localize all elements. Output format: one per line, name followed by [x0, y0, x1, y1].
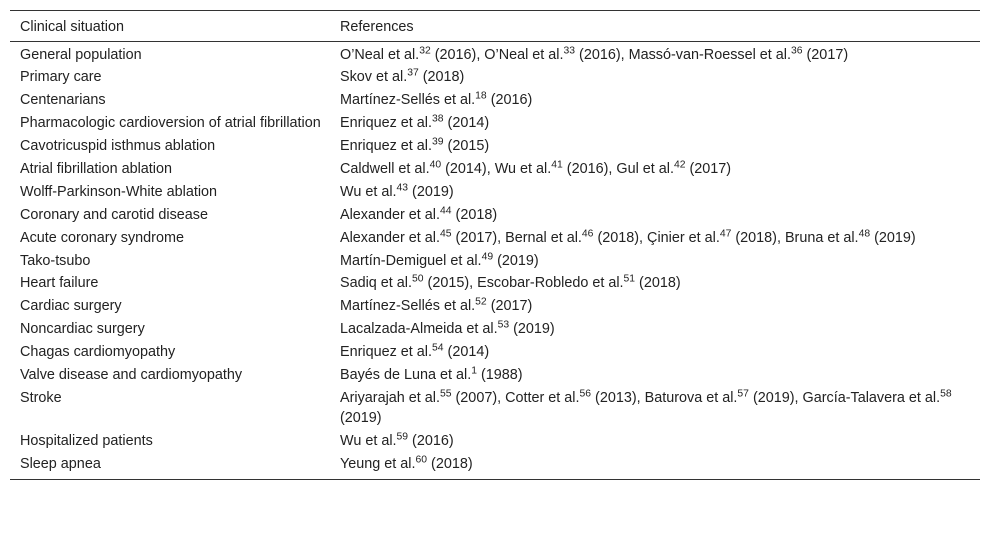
reference-text: (2017) [685, 160, 732, 177]
citation-number: 33 [563, 44, 576, 56]
citation-number: 18 [475, 90, 487, 102]
table-row [10, 113, 980, 136]
clinical-situation-cell: Hospitalized patients [20, 433, 153, 450]
references-cell [330, 342, 980, 365]
reference-text: Caldwell et al. [340, 160, 430, 177]
reference-text: (2015), Escobar-Robledo et al. [423, 275, 624, 292]
reference-text: (2018), Çinier et al. [593, 229, 720, 246]
references-cell [330, 431, 980, 454]
reference-text: (2018) [635, 275, 681, 292]
table-row [10, 454, 980, 479]
references-cell [330, 319, 980, 342]
citation-number: 41 [551, 159, 563, 171]
citation-number: 51 [623, 273, 636, 285]
citation-number: 44 [440, 205, 452, 217]
reference-text: (2018) [418, 69, 465, 86]
table-row [10, 251, 980, 274]
citation-number: 1 [471, 365, 477, 377]
reference-text: (2016), O’Neal et al. [430, 46, 564, 63]
references-table-container [10, 10, 980, 480]
reference-text: (2014) [443, 344, 490, 361]
reference-text: Wu et al. [340, 183, 397, 200]
clinical-situation-cell: Cavotricuspid isthmus ablation [20, 138, 216, 155]
header-row [10, 11, 980, 41]
citation-number: 50 [412, 273, 424, 285]
clinical-situation-cell: Valve disease and cardiomyopathy [20, 366, 243, 383]
reference-text: Sadiq et al. [340, 275, 413, 292]
table-row [10, 41, 980, 67]
citation-number: 58 [940, 388, 952, 400]
references-cell [330, 90, 980, 113]
references-cell [330, 41, 980, 67]
reference-text: (2018) [451, 206, 498, 223]
clinical-situation-cell: Chagas cardiomyopathy [20, 344, 176, 361]
reference-text: (2014), Wu et al. [441, 160, 552, 177]
reference-text: (2017) [802, 46, 849, 63]
reference-text: (2017), Bernal et al. [451, 229, 582, 246]
references-cell [330, 365, 980, 388]
clinical-situation-cell: Atrial fibrillation ablation [20, 160, 172, 177]
reference-text: (2016), Gul et al. [562, 160, 674, 177]
reference-text: (2019), García-Talavera et al. [748, 389, 941, 406]
reference-text: Martín-Demiguel et al. [340, 252, 482, 269]
citation-number: 54 [432, 342, 444, 354]
clinical-situation-cell: Tako-tsubo [20, 252, 91, 269]
clinical-situation-cell: Cardiac surgery [20, 298, 122, 315]
citation-number: 36 [790, 44, 803, 56]
citation-number: 37 [407, 67, 419, 79]
references-cell [330, 388, 980, 431]
citation-number: 45 [440, 227, 452, 239]
reference-text: Martínez-Sellés et al. [340, 298, 476, 315]
reference-text: (2018), Bruna et al. [731, 229, 859, 246]
clinical-situation-cell: General population [20, 46, 142, 63]
clinical-situation-cell: Noncardiac surgery [20, 321, 145, 338]
reference-text: (2019) [870, 229, 916, 246]
reference-text: Bayés de Luna et al. [340, 366, 472, 383]
table-row [10, 342, 980, 365]
clinical-situation-cell: Heart failure [20, 275, 99, 292]
citation-number: 48 [858, 227, 871, 239]
table-row [10, 296, 980, 319]
table-body [10, 41, 980, 479]
table-header [10, 11, 980, 41]
reference-text: Yeung et al. [340, 456, 416, 473]
references-cell [330, 454, 980, 479]
references-cell [330, 159, 980, 182]
citation-number: 53 [497, 319, 510, 331]
citation-number: 59 [396, 431, 409, 443]
clinical-situation-cell: Primary care [20, 69, 102, 86]
header-references: References [330, 11, 980, 41]
reference-text: (2014) [443, 115, 490, 132]
references-cell [330, 251, 980, 274]
citation-number: 40 [429, 159, 442, 171]
reference-text: (2019) [340, 410, 382, 427]
clinical-situation-cell: Coronary and carotid disease [20, 206, 208, 223]
reference-text: Skov et al. [340, 69, 408, 86]
reference-text: (2016) [408, 433, 454, 450]
table-row [10, 228, 980, 251]
table-row [10, 365, 980, 388]
reference-text: (2013), Baturova et al. [591, 389, 738, 406]
table-row [10, 90, 980, 113]
header-clinical-situation: Clinical situation [10, 11, 330, 41]
clinical-situation-cell: Acute coronary syndrome [20, 229, 184, 246]
citation-number: 49 [481, 250, 494, 262]
references-table [10, 11, 980, 479]
citation-number: 38 [432, 113, 444, 125]
references-cell [330, 205, 980, 228]
reference-text: (2019) [493, 252, 539, 269]
reference-text: Enriquez et al. [340, 344, 432, 361]
reference-text: (2019) [509, 321, 555, 338]
reference-text: (2018) [427, 456, 473, 473]
reference-text: Martínez-Sellés et al. [340, 92, 476, 109]
clinical-situation-cell: Sleep apnea [20, 456, 101, 473]
reference-text: Enriquez et al. [340, 138, 432, 155]
reference-text: Enriquez et al. [340, 115, 432, 132]
reference-text: Alexander et al. [340, 229, 440, 246]
citation-number: 57 [737, 388, 749, 400]
citation-number: 56 [579, 388, 592, 400]
reference-text: (2016) [486, 92, 533, 109]
reference-text: Lacalzada-Almeida et al. [340, 321, 498, 338]
citation-number: 52 [475, 296, 487, 308]
reference-text: O’Neal et al. [340, 46, 420, 63]
reference-text: (2016), Massó-van-Roessel et al. [575, 46, 791, 63]
table-row [10, 388, 980, 431]
table-row [10, 273, 980, 296]
references-cell [330, 113, 980, 136]
citation-number: 47 [719, 227, 732, 239]
reference-text: Alexander et al. [340, 206, 440, 223]
table-row [10, 67, 980, 90]
table-row [10, 182, 980, 205]
clinical-situation-cell: Centenarians [20, 92, 106, 109]
reference-text: (2019) [408, 183, 454, 200]
clinical-situation-cell: Pharmacologic cardioversion of atrial fibrillation [20, 115, 321, 132]
reference-text: (1988) [476, 366, 523, 383]
citation-number: 42 [673, 159, 686, 171]
references-cell [330, 228, 980, 251]
references-cell [330, 182, 980, 205]
citation-number: 55 [439, 388, 452, 400]
reference-text: (2007), Cotter et al. [451, 389, 580, 406]
clinical-situation-cell: Wolff-Parkinson-White ablation [20, 183, 218, 200]
citation-number: 39 [432, 136, 444, 148]
table-row [10, 136, 980, 159]
references-cell [330, 136, 980, 159]
reference-text: (2017) [486, 298, 533, 315]
reference-text: (2015) [443, 138, 490, 155]
reference-text: Ariyarajah et al. [340, 389, 440, 406]
citation-number: 43 [396, 182, 409, 194]
table-row [10, 319, 980, 342]
citation-number: 60 [415, 454, 428, 466]
references-cell [330, 273, 980, 296]
table-row [10, 159, 980, 182]
clinical-situation-cell: Stroke [20, 389, 62, 406]
citation-number: 46 [581, 227, 594, 239]
references-cell [330, 67, 980, 90]
citation-number: 32 [419, 44, 431, 56]
table-row [10, 431, 980, 454]
references-cell [330, 296, 980, 319]
reference-text: Wu et al. [340, 433, 397, 450]
table-row [10, 205, 980, 228]
